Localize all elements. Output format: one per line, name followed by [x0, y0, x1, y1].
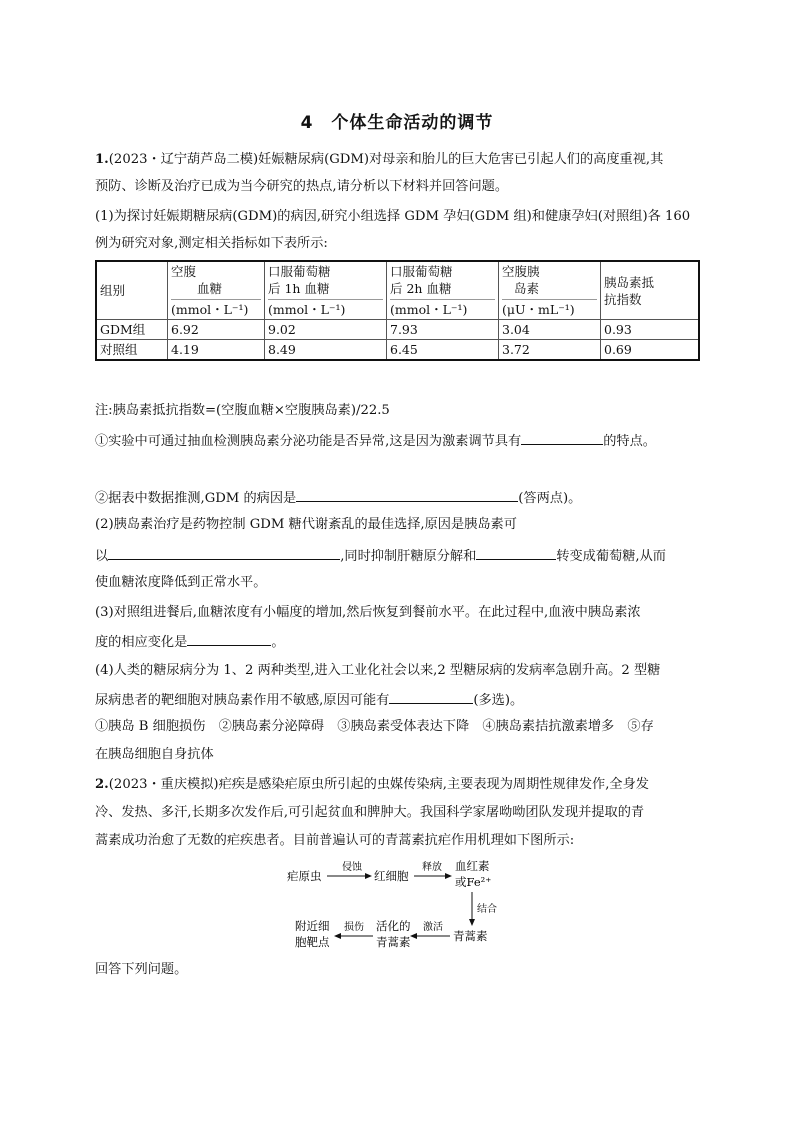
q2-intro-line1: 2.(2023・重庆模拟)疟疾是感染疟原虫所引起的虫媒传染病,主要表现为周期性规律发作,全身发	[95, 777, 649, 792]
table-row	[96, 320, 699, 340]
edge-label-erode: 侵蚀	[342, 862, 362, 873]
q1-part1-line1: (1)为探讨妊娠期糖尿病(GDM)的病因,研究小组选择 GDM 孕妇(GDM 组)和健康孕妇(对照组)各 160	[95, 209, 691, 224]
node-red-blood-cell: 红细胞	[374, 869, 409, 883]
header-fasting-insulin: 空腹胰 岛素 (μU・mL⁻¹)	[499, 261, 601, 320]
q1-part3-line2: 度的相应变化是 。	[95, 631, 705, 653]
answer-blank[interactable]	[108, 545, 340, 560]
q2-intro-line3: 蒿素成功治愈了无数的疟疾患者。目前普遍认可的青蒿素抗疟作用机理如下图所示:	[95, 833, 575, 848]
cell-value: 4.19	[168, 340, 265, 361]
q1-intro-text1: (2023・辽宁葫芦岛二模)妊娠糖尿病(GDM)对母亲和胎儿的巨大危害已引起人们的高度重视,其	[108, 152, 664, 167]
artemisinin-mechanism-diagram	[285, 852, 510, 952]
node-plasmodium: 疟原虫	[287, 869, 322, 883]
edge-label-activate: 激活	[423, 922, 443, 933]
q2-answer-prompt: 回答下列问题。	[95, 962, 188, 977]
q1-options-line1: ①胰岛 B 细胞损伤 ②胰岛素分泌障碍 ③胰岛素受体表达下降 ④胰岛素拮抗激素增多 ⑤存	[95, 719, 654, 734]
header-2h-glucose: 口服葡萄糖 后 2h 血糖 (mmol・L⁻¹)	[387, 261, 499, 320]
header-group: 组别	[96, 261, 168, 320]
q1-sub2: ②据表中数据推测,GDM 的病因是 (答两点)。	[95, 487, 705, 509]
q1-part4-line2: 尿病患者的靶细胞对胰岛素作用不敏感,原因可能有 (多选)。	[95, 689, 705, 711]
cell-value: 0.93	[601, 320, 700, 340]
cell-group: GDM组	[96, 320, 168, 340]
node-activated-artemisinin-1: 活化的	[376, 919, 411, 933]
node-heme: 血红素	[455, 859, 490, 873]
edge-label-bind: 结合	[477, 904, 497, 915]
q1-part4-line1: (4)人类的糖尿病分为 1、2 两种类型,进入工业化社会以来,2 型糖尿病的发病率急剧升高。2 型糖	[95, 663, 661, 678]
q1-intro-line1	[95, 150, 705, 170]
q1-options-line2: 在胰岛细胞自身抗体	[95, 747, 214, 762]
q1-sub1: ①实验中可通过抽血检测胰岛素分泌功能是否异常,这是因为激素调节具有 的特点。	[95, 430, 705, 452]
node-nearby-target-2: 胞靶点	[295, 935, 330, 949]
edge-label-release: 释放	[422, 862, 442, 873]
q2-number: 2.	[95, 777, 109, 792]
cell-group: 对照组	[96, 340, 168, 361]
node-activated-artemisinin-2: 青蒿素	[376, 935, 411, 949]
q1-number: 1.	[95, 152, 109, 167]
q1-part2-line1: (2)胰岛素治疗是药物控制 GDM 糖代谢紊乱的最佳选择,原因是胰岛素可	[95, 517, 517, 532]
table-row	[96, 340, 699, 361]
header-resistance-index: 胰岛素抵 抗指数	[601, 261, 700, 320]
answer-blank[interactable]	[389, 689, 473, 704]
node-nearby-target-1: 附近细	[295, 919, 330, 933]
cell-value: 0.69	[601, 340, 700, 361]
edge-label-damage: 损伤	[344, 922, 364, 933]
node-artemisinin: 青蒿素	[453, 929, 488, 943]
cell-value: 6.45	[387, 340, 499, 361]
table-note: 注:胰岛素抵抗指数=(空腹血糖×空腹胰岛素)/22.5	[95, 403, 390, 418]
q1-part2-line3: 使血糖浓度降低到正常水平。	[95, 575, 267, 590]
header-fasting-glucose: 空腹 血糖 (mmol・L⁻¹)	[168, 261, 265, 320]
cell-value: 3.72	[499, 340, 601, 361]
answer-blank[interactable]	[296, 487, 518, 502]
cell-value: 7.93	[387, 320, 499, 340]
cell-value: 6.92	[168, 320, 265, 340]
q1-part3-line1: (3)对照组进餐后,血糖浓度有小幅度的增加,然后恢复到餐前水平。在此过程中,血液中胰岛素浓	[95, 605, 641, 620]
q1-intro-line2: 预防、诊断及治疗已成为当今研究的热点,请分析以下材料并回答问题。	[95, 179, 509, 194]
node-fe2: 或Fe²⁺	[455, 875, 492, 889]
section-title: 4 个体生命活动的调节	[300, 113, 494, 133]
q1-part2-line2: 以 ,同时抑制肝糖原分解和 转变成葡萄糖,从而	[95, 545, 705, 567]
table-header-row	[96, 261, 699, 320]
q2-intro-line2: 冷、发热、多汗,长期多次发作后,可引起贫血和脾肿大。我国科学家屠呦呦团队发现并提取的青	[95, 805, 645, 820]
header-1h-glucose: 口服葡萄糖 后 1h 血糖 (mmol・L⁻¹)	[265, 261, 387, 320]
q1-part1-line2: 例为研究对象,测定相关指标如下表所示:	[95, 236, 328, 251]
cell-value: 8.49	[265, 340, 387, 361]
answer-blank[interactable]	[187, 631, 271, 646]
indicator-table	[95, 260, 700, 361]
answer-blank[interactable]	[476, 545, 556, 560]
answer-blank[interactable]	[521, 430, 603, 445]
cell-value: 3.04	[499, 320, 601, 340]
cell-value: 9.02	[265, 320, 387, 340]
